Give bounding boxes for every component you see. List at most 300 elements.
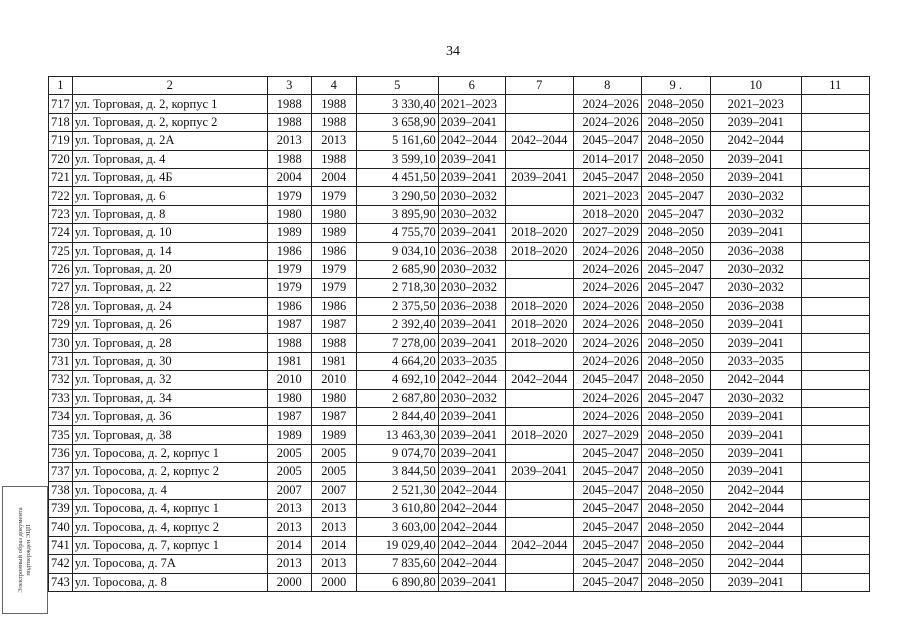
table-cell: 2045–2047 (641, 187, 710, 205)
table-cell: 2036–2038 (438, 297, 505, 315)
table-cell: 2013 (311, 132, 356, 150)
table-row (49, 224, 870, 242)
table-row (49, 132, 870, 150)
table-cell (801, 224, 869, 242)
table-cell: 2048–2050 (641, 95, 710, 113)
table-cell: ул. Торосова, д. 7, корпус 1 (72, 536, 267, 554)
table-cell: ул. Торговая, д. 2А (72, 132, 267, 150)
table-cell: 1988 (267, 150, 311, 168)
table-cell: 2042–2044 (438, 481, 505, 499)
table-cell: 1988 (311, 150, 356, 168)
table-cell: 732 (49, 371, 73, 389)
table-cell: 1979 (311, 187, 356, 205)
table-cell: 2033–2035 (710, 352, 801, 370)
table-cell: 3 844,50 (356, 463, 438, 481)
table-cell: 2021–2023 (573, 187, 641, 205)
table-cell: 743 (49, 573, 73, 591)
table-cell: 2045–2047 (641, 260, 710, 278)
table-cell: 3 330,40 (356, 95, 438, 113)
table-cell: 2005 (311, 444, 356, 462)
table-cell: 6 890,80 (356, 573, 438, 591)
table-cell: 2014 (267, 536, 311, 554)
table-cell: 2045–2047 (573, 444, 641, 462)
table-cell: 2030–2032 (710, 279, 801, 297)
table-cell: 2018–2020 (505, 242, 573, 260)
table-cell: 2048–2050 (641, 444, 710, 462)
table-cell: 1987 (267, 408, 311, 426)
table-cell: 4 755,70 (356, 224, 438, 242)
table-cell: 2024–2026 (573, 334, 641, 352)
table-cell: 2036–2038 (710, 242, 801, 260)
table-cell: 2039–2041 (710, 113, 801, 131)
table-cell: 1987 (311, 408, 356, 426)
table-cell: 2030–2032 (438, 205, 505, 223)
table-cell: ул. Торговая, д. 2, корпус 2 (72, 113, 267, 131)
table-cell: 4 451,50 (356, 168, 438, 186)
table-cell: 1979 (267, 187, 311, 205)
table-cell: 2045–2047 (573, 481, 641, 499)
table-cell: ул. Торосова, д. 2, корпус 2 (72, 463, 267, 481)
table-cell: 2 718,30 (356, 279, 438, 297)
table-cell (801, 389, 869, 407)
table-cell: 2018–2020 (505, 334, 573, 352)
table-cell: 1981 (311, 352, 356, 370)
table-cell: 2005 (267, 463, 311, 481)
table-cell: 1989 (267, 426, 311, 444)
table-cell: 2039–2041 (438, 316, 505, 334)
table-cell: 2013 (267, 499, 311, 517)
table-cell: 2045–2047 (573, 499, 641, 517)
table-cell: 2024–2026 (573, 279, 641, 297)
table-cell: 13 463,30 (356, 426, 438, 444)
table-row (49, 187, 870, 205)
table-cell (505, 444, 573, 462)
table-cell: 2042–2044 (710, 481, 801, 499)
table-cell (801, 334, 869, 352)
table-cell: 2039–2041 (710, 426, 801, 444)
table-cell: 2024–2026 (573, 242, 641, 260)
table-row (49, 279, 870, 297)
table-cell (801, 499, 869, 517)
table-cell (505, 352, 573, 370)
table-cell: 2042–2044 (710, 536, 801, 554)
table-cell (801, 518, 869, 536)
table-cell (505, 408, 573, 426)
table-row (49, 113, 870, 131)
table-row (49, 536, 870, 554)
table-cell: 2048–2050 (641, 481, 710, 499)
column-header-5: 5 (356, 77, 438, 95)
table-cell: 737 (49, 463, 73, 481)
table-cell: 2048–2050 (641, 408, 710, 426)
table-cell (801, 426, 869, 444)
table-cell: 1988 (267, 334, 311, 352)
table-cell (505, 150, 573, 168)
table-cell: 2045–2047 (573, 518, 641, 536)
column-header-6: 6 (438, 77, 505, 95)
table-cell: 2018–2020 (505, 426, 573, 444)
table-cell: 2000 (311, 573, 356, 591)
table-cell (505, 499, 573, 517)
header-row (49, 77, 870, 95)
table-cell: 2042–2044 (438, 555, 505, 573)
table-cell: 2042–2044 (710, 518, 801, 536)
table-cell (801, 187, 869, 205)
table-cell: 3 610,80 (356, 499, 438, 517)
table-cell: 2045–2047 (573, 371, 641, 389)
table-row (49, 297, 870, 315)
table-cell: 2042–2044 (505, 536, 573, 554)
table-cell: 2018–2020 (573, 205, 641, 223)
table-cell: 1980 (311, 389, 356, 407)
table-cell (801, 463, 869, 481)
table-cell: 1980 (267, 389, 311, 407)
table-cell: 9 034,10 (356, 242, 438, 260)
table-cell: ул. Торговая, д. 24 (72, 297, 267, 315)
table-cell: 1988 (267, 95, 311, 113)
table-row (49, 426, 870, 444)
column-header-8: 8 (573, 77, 641, 95)
table-cell: 2030–2032 (438, 389, 505, 407)
table-cell: ул. Торосова, д. 4, корпус 2 (72, 518, 267, 536)
table-cell: 741 (49, 536, 73, 554)
table-row (49, 573, 870, 591)
table-cell (505, 389, 573, 407)
table-cell: 2039–2041 (710, 224, 801, 242)
table-cell: 2042–2044 (505, 132, 573, 150)
table-cell: 722 (49, 187, 73, 205)
table-cell: 2039–2041 (505, 463, 573, 481)
table-cell: 2024–2026 (573, 297, 641, 315)
table-cell: 2039–2041 (438, 334, 505, 352)
page-number: 34 (446, 44, 460, 59)
table-cell (801, 573, 869, 591)
table-cell: 1988 (267, 113, 311, 131)
table-cell: 725 (49, 242, 73, 260)
table-cell (505, 260, 573, 278)
table-cell: 2014 (311, 536, 356, 554)
table-cell: ул. Торосова, д. 8 (72, 573, 267, 591)
table-cell: ул. Торговая, д. 4Б (72, 168, 267, 186)
table-cell (801, 279, 869, 297)
table-cell: 2024–2026 (573, 95, 641, 113)
table-cell: 2048–2050 (641, 168, 710, 186)
table-cell: ул. Торговая, д. 28 (72, 334, 267, 352)
table-cell: 2036–2038 (710, 297, 801, 315)
table-cell (801, 408, 869, 426)
table-cell: 730 (49, 334, 73, 352)
table-cell: 2039–2041 (438, 113, 505, 131)
table-cell: 2024–2026 (573, 352, 641, 370)
table-cell: 717 (49, 95, 73, 113)
table-cell: 2024–2026 (573, 389, 641, 407)
table-cell: 729 (49, 316, 73, 334)
table-cell: 734 (49, 408, 73, 426)
table-cell (505, 95, 573, 113)
table-cell: 2 375,50 (356, 297, 438, 315)
table-cell: 2039–2041 (710, 334, 801, 352)
table-cell: 2045–2047 (573, 132, 641, 150)
table-cell: 2030–2032 (710, 389, 801, 407)
table-cell: 9 074,70 (356, 444, 438, 462)
table-cell: 721 (49, 168, 73, 186)
table-cell: 731 (49, 352, 73, 370)
table-cell: 2021–2023 (710, 95, 801, 113)
table-cell: 2042–2044 (438, 371, 505, 389)
table-cell: 2021–2023 (438, 95, 505, 113)
table-row (49, 95, 870, 113)
registry-table (48, 76, 870, 592)
table-cell (801, 242, 869, 260)
table-cell (801, 260, 869, 278)
table-cell: 2014–2017 (573, 150, 641, 168)
table-cell: 2048–2050 (641, 132, 710, 150)
table-row (49, 389, 870, 407)
stamp-text: Электронный образ документа подтвержден ЭЦП (17, 507, 32, 593)
table-cell: 2048–2050 (641, 371, 710, 389)
table-cell: 2042–2044 (438, 132, 505, 150)
table-cell: ул. Торосова, д. 7А (72, 555, 267, 573)
table-cell: 2005 (311, 463, 356, 481)
table-cell (801, 168, 869, 186)
table-cell: 2010 (311, 371, 356, 389)
table-cell: 4 692,10 (356, 371, 438, 389)
table-cell: 728 (49, 297, 73, 315)
table-cell: 2030–2032 (438, 187, 505, 205)
table-cell: 2 687,80 (356, 389, 438, 407)
table-cell: 2005 (267, 444, 311, 462)
column-header-3: 3 (267, 77, 311, 95)
table-cell: 2048–2050 (641, 316, 710, 334)
table-cell: 2048–2050 (641, 426, 710, 444)
table-cell: 1986 (311, 242, 356, 260)
table-cell: 3 603,00 (356, 518, 438, 536)
table-cell: ул. Торосова, д. 4 (72, 481, 267, 499)
table-cell: 2030–2032 (710, 205, 801, 223)
column-header-7: 7 (505, 77, 573, 95)
table-cell: 1979 (311, 260, 356, 278)
table-cell: 719 (49, 132, 73, 150)
table-cell: 1980 (311, 205, 356, 223)
table-cell (801, 352, 869, 370)
table-cell: 2039–2041 (438, 168, 505, 186)
table-cell: 2030–2032 (710, 260, 801, 278)
table-cell: ул. Торговая, д. 32 (72, 371, 267, 389)
table-cell: ул. Торговая, д. 8 (72, 205, 267, 223)
column-header-11: 11 (801, 77, 869, 95)
table-cell: 2045–2047 (641, 279, 710, 297)
table-cell: 2 685,90 (356, 260, 438, 278)
table-cell (505, 481, 573, 499)
table-body (49, 95, 870, 592)
table-row (49, 444, 870, 462)
column-header-9: 9 . (641, 77, 710, 95)
column-header-2: 2 (72, 77, 267, 95)
table-cell: ул. Торосова, д. 4, корпус 1 (72, 499, 267, 517)
table-cell: 2039–2041 (710, 463, 801, 481)
table-cell: 2039–2041 (438, 463, 505, 481)
table-cell: 2048–2050 (641, 150, 710, 168)
table-cell: 7 835,60 (356, 555, 438, 573)
table-cell: 1981 (267, 352, 311, 370)
table-cell: ул. Торговая, д. 30 (72, 352, 267, 370)
table-cell: 733 (49, 389, 73, 407)
table-cell: 2039–2041 (710, 444, 801, 462)
table-cell: 2013 (267, 555, 311, 573)
table-cell: ул. Торговая, д. 20 (72, 260, 267, 278)
table-cell: 4 664,20 (356, 352, 438, 370)
table-cell: 3 290,50 (356, 187, 438, 205)
table-cell: 2 521,30 (356, 481, 438, 499)
table-row (49, 555, 870, 573)
table-row (49, 481, 870, 499)
table-cell: 1988 (311, 334, 356, 352)
table-cell: 19 029,40 (356, 536, 438, 554)
table-cell: 2007 (311, 481, 356, 499)
table-cell: 2045–2047 (573, 573, 641, 591)
table-cell: 2042–2044 (438, 536, 505, 554)
table-cell: 2045–2047 (573, 555, 641, 573)
table-cell: 2036–2038 (438, 242, 505, 260)
table-cell: 740 (49, 518, 73, 536)
table-cell: 1987 (311, 316, 356, 334)
table-cell: 742 (49, 555, 73, 573)
table-cell: 2048–2050 (641, 352, 710, 370)
table-cell: 2048–2050 (641, 242, 710, 260)
table-cell: 1979 (267, 260, 311, 278)
table-cell: 2007 (267, 481, 311, 499)
table-row (49, 242, 870, 260)
table-cell: 727 (49, 279, 73, 297)
table-cell: 3 895,90 (356, 205, 438, 223)
column-header-4: 4 (311, 77, 356, 95)
table-cell (505, 279, 573, 297)
table-cell: 1979 (267, 279, 311, 297)
table-cell: 2048–2050 (641, 499, 710, 517)
table-cell: 2039–2041 (438, 150, 505, 168)
table-cell: 2030–2032 (438, 260, 505, 278)
table-cell: 2024–2026 (573, 408, 641, 426)
table-cell: 2042–2044 (710, 371, 801, 389)
table-row (49, 408, 870, 426)
table-cell: 2018–2020 (505, 316, 573, 334)
table-cell: 2018–2020 (505, 297, 573, 315)
table-cell: 2000 (267, 573, 311, 591)
table-row (49, 334, 870, 352)
table-cell: 2004 (311, 168, 356, 186)
signature-stamp (2, 486, 48, 614)
table-cell: 718 (49, 113, 73, 131)
table-cell: 720 (49, 150, 73, 168)
table-cell (801, 316, 869, 334)
table-cell: 2042–2044 (710, 499, 801, 517)
table-cell: 2039–2041 (710, 150, 801, 168)
table-cell: 1986 (267, 297, 311, 315)
table-cell: 736 (49, 444, 73, 462)
table-cell: 739 (49, 499, 73, 517)
table-cell: 1979 (311, 279, 356, 297)
table-cell: 2042–2044 (505, 371, 573, 389)
table-cell: 7 278,00 (356, 334, 438, 352)
table-cell: 2024–2026 (573, 316, 641, 334)
table-cell (505, 187, 573, 205)
table-cell (801, 371, 869, 389)
table-cell (505, 555, 573, 573)
table-cell (801, 444, 869, 462)
table-cell: 2018–2020 (505, 224, 573, 242)
table-cell: 1989 (311, 224, 356, 242)
table-cell (801, 536, 869, 554)
table-cell: ул. Торговая, д. 38 (72, 426, 267, 444)
table-cell: 738 (49, 481, 73, 499)
table-cell: 1988 (311, 95, 356, 113)
table-row (49, 205, 870, 223)
table-cell: 2013 (311, 518, 356, 536)
table-cell (801, 150, 869, 168)
table-cell: 2039–2041 (710, 573, 801, 591)
table-cell: 2048–2050 (641, 224, 710, 242)
table-cell: 2039–2041 (710, 408, 801, 426)
table-cell: 2010 (267, 371, 311, 389)
table-cell (801, 555, 869, 573)
table-row (49, 150, 870, 168)
table-cell: 2 392,40 (356, 316, 438, 334)
table-row (49, 499, 870, 517)
table-cell: 2013 (311, 499, 356, 517)
table-cell: ул. Торговая, д. 34 (72, 389, 267, 407)
table-cell: 2048–2050 (641, 463, 710, 481)
table-cell: 2048–2050 (641, 518, 710, 536)
table-cell: 735 (49, 426, 73, 444)
table-cell: ул. Торговая, д. 26 (72, 316, 267, 334)
table-cell: 2045–2047 (573, 168, 641, 186)
table-cell (505, 113, 573, 131)
table-cell: 1987 (267, 316, 311, 334)
table-cell (801, 113, 869, 131)
table-cell: 2048–2050 (641, 536, 710, 554)
table-cell: 2048–2050 (641, 334, 710, 352)
table-cell: 2039–2041 (505, 168, 573, 186)
table-cell: 2045–2047 (641, 389, 710, 407)
table-cell (505, 518, 573, 536)
table-row (49, 371, 870, 389)
table-cell (801, 132, 869, 150)
table-cell: 1989 (311, 426, 356, 444)
table-cell (801, 95, 869, 113)
table-row (49, 316, 870, 334)
table-cell: 2024–2026 (573, 260, 641, 278)
table-cell (801, 205, 869, 223)
table-cell: 1980 (267, 205, 311, 223)
table-cell: 2039–2041 (438, 573, 505, 591)
table-cell: 2048–2050 (641, 113, 710, 131)
table-cell: 2042–2044 (438, 499, 505, 517)
table-cell: 1986 (267, 242, 311, 260)
table-row (49, 352, 870, 370)
table-row (49, 168, 870, 186)
table-cell: 2039–2041 (710, 168, 801, 186)
table-cell: 2013 (267, 132, 311, 150)
table-cell: 2045–2047 (573, 463, 641, 481)
table-row (49, 518, 870, 536)
table-cell (801, 297, 869, 315)
table-cell: ул. Торосова, д. 2, корпус 1 (72, 444, 267, 462)
table-cell: 2013 (267, 518, 311, 536)
table-cell: ул. Торговая, д. 6 (72, 187, 267, 205)
table-cell: 2048–2050 (641, 297, 710, 315)
table-cell: 2045–2047 (641, 205, 710, 223)
table-cell: 3 658,90 (356, 113, 438, 131)
